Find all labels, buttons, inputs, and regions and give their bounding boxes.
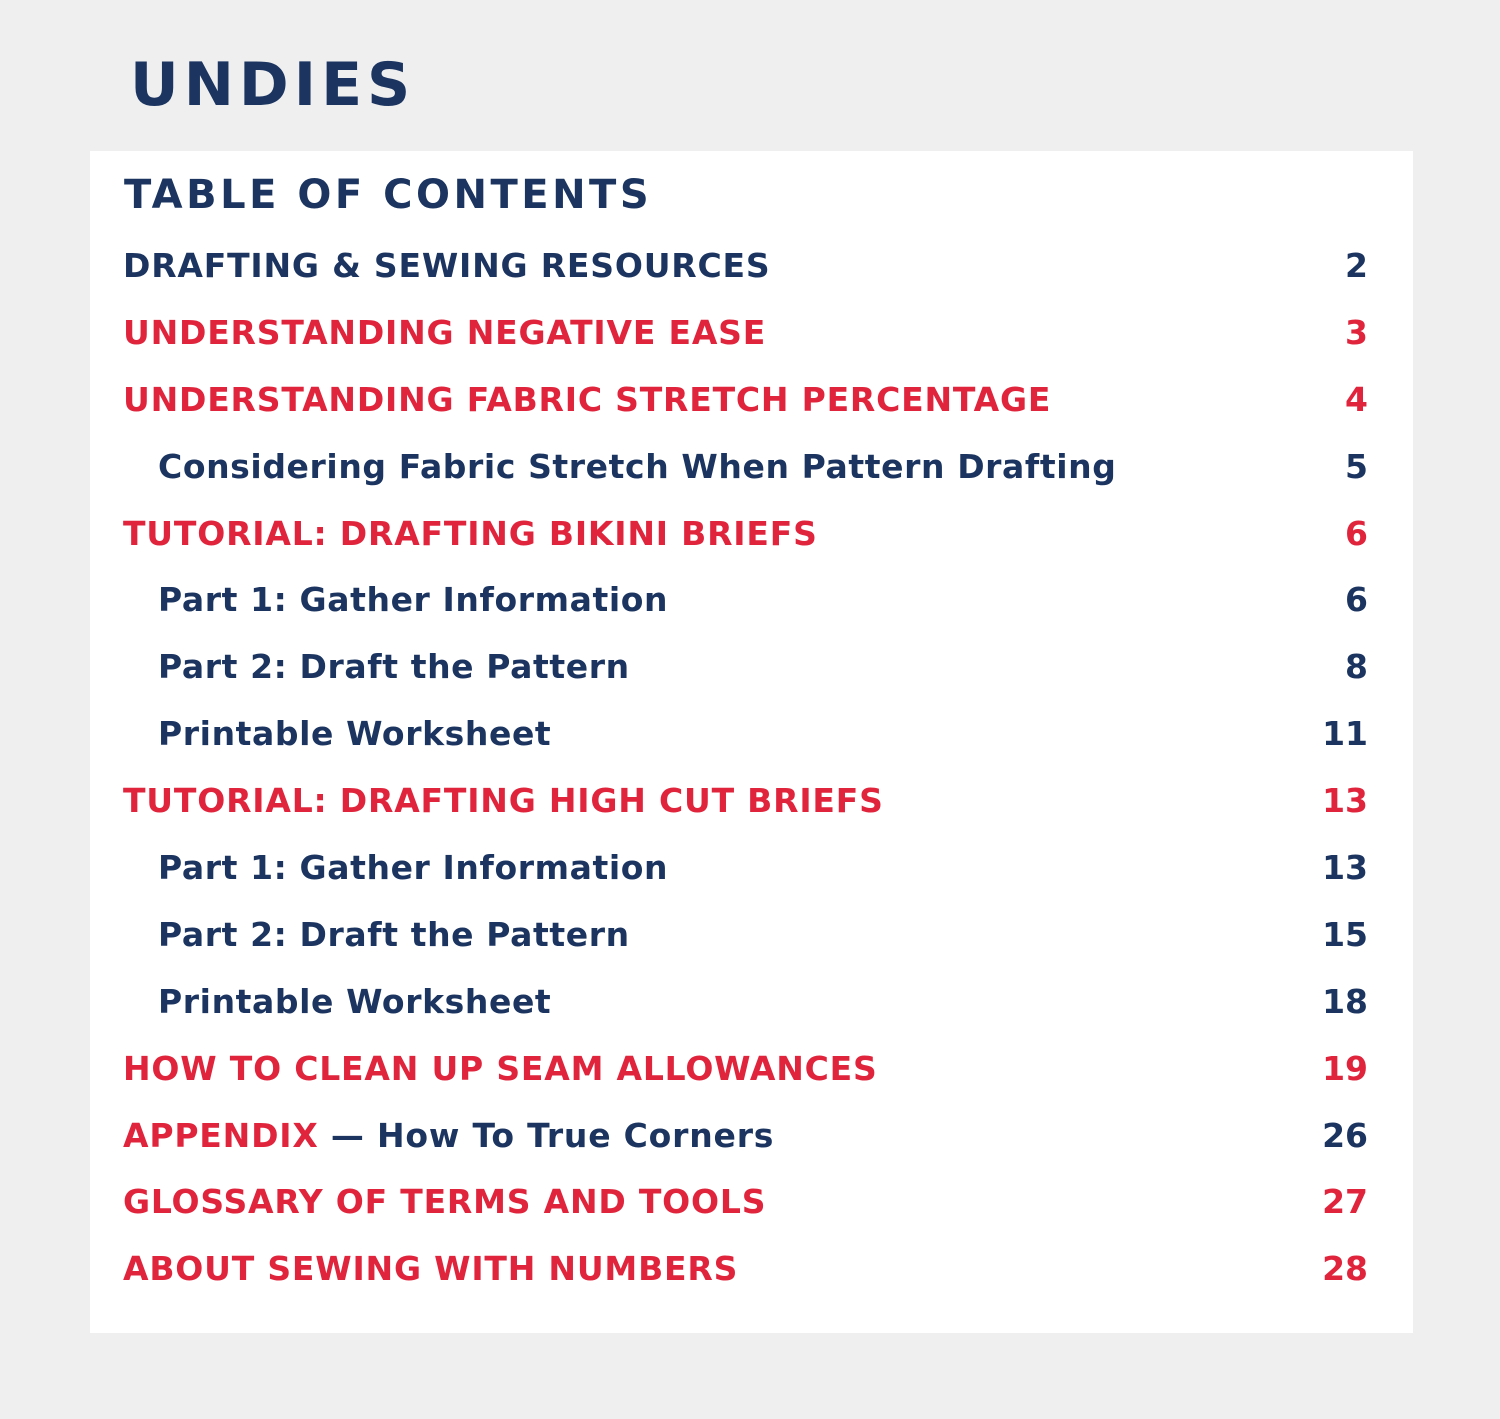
appendix-dash: — (318, 1115, 377, 1155)
toc-entry-title: Considering Fabric Stretch When Pattern Drafting (158, 446, 1117, 486)
toc-entry-title: TUTORIAL: DRAFTING HIGH CUT BRIEFS (123, 781, 884, 821)
toc-entry-negative-ease[interactable] (90, 299, 1413, 366)
toc-entry-title: Printable Worksheet (158, 714, 552, 754)
toc-entry-title: TUTORIAL: DRAFTING BIKINI BRIEFS (123, 513, 818, 553)
toc-entry-title: Part 1: Gather Information (158, 580, 669, 620)
toc-entry-seam-allowances[interactable] (90, 1035, 1413, 1102)
toc-entry-about[interactable] (90, 1235, 1413, 1302)
toc-entry-title: UNDERSTANDING FABRIC STRETCH PERCENTAGE (123, 379, 1052, 419)
toc-entry-page: 6 (1345, 580, 1368, 620)
table-of-contents-panel (90, 151, 1413, 1333)
appendix-subtitle: How To True Corners (376, 1115, 775, 1155)
toc-entry-page: 13 (1322, 781, 1368, 821)
toc-entry-title: Printable Worksheet (158, 981, 552, 1021)
toc-entry-title: DRAFTING & SEWING RESOURCES (123, 245, 771, 285)
toc-entry-title: HOW TO CLEAN UP SEAM ALLOWANCES (123, 1048, 878, 1088)
toc-entry-page: 18 (1322, 981, 1368, 1021)
toc-subentry-considering-fabric-stretch[interactable] (90, 433, 1413, 500)
toc-entry-page: 8 (1345, 647, 1368, 687)
toc-entry-title: UNDERSTANDING NEGATIVE EASE (123, 312, 767, 352)
toc-entry-page: 19 (1322, 1048, 1368, 1088)
toc-entry-title (123, 1116, 774, 1155)
toc-entry-page: 26 (1322, 1115, 1368, 1155)
toc-heading: TABLE OF CONTENTS (124, 172, 653, 218)
toc-entry-title: ABOUT SEWING WITH NUMBERS (123, 1249, 739, 1289)
toc-entry-page: 3 (1345, 312, 1368, 352)
document-title: UNDIES (130, 50, 416, 120)
toc-entry-title: GLOSSARY OF TERMS AND TOOLS (123, 1182, 767, 1222)
toc-subentry-highcut-worksheet[interactable] (90, 968, 1413, 1035)
toc-entry-bikini-briefs[interactable] (90, 500, 1413, 567)
toc-entry-high-cut-briefs[interactable] (90, 767, 1413, 834)
toc-entry-fabric-stretch-percentage[interactable] (90, 366, 1413, 433)
toc-entry-page: 5 (1345, 446, 1368, 486)
toc-entry-page: 15 (1322, 914, 1368, 954)
toc-entry-page: 2 (1345, 245, 1368, 285)
appendix-label: APPENDIX (123, 1115, 319, 1155)
toc-entry-appendix[interactable] (90, 1102, 1413, 1169)
toc-entry-drafting-sewing-resources[interactable] (90, 232, 1413, 299)
toc-entry-page: 6 (1345, 513, 1368, 553)
toc-entry-title: Part 2: Draft the Pattern (158, 914, 630, 954)
toc-subentry-highcut-draft-pattern[interactable] (90, 901, 1413, 968)
toc-entry-glossary[interactable] (90, 1168, 1413, 1235)
toc-entry-page: 11 (1322, 714, 1368, 754)
toc-entry-page: 27 (1322, 1182, 1368, 1222)
toc-entry-page: 4 (1345, 379, 1368, 419)
toc-subentry-bikini-gather-information[interactable] (90, 566, 1413, 633)
toc-subentry-bikini-draft-pattern[interactable] (90, 633, 1413, 700)
toc-entry-title: Part 1: Gather Information (158, 847, 669, 887)
toc-subentry-highcut-gather-information[interactable] (90, 834, 1413, 901)
toc-subentry-bikini-worksheet[interactable] (90, 700, 1413, 767)
toc-list (90, 232, 1413, 1302)
toc-entry-page: 13 (1322, 847, 1368, 887)
toc-entry-page: 28 (1322, 1249, 1368, 1289)
toc-entry-title: Part 2: Draft the Pattern (158, 647, 630, 687)
